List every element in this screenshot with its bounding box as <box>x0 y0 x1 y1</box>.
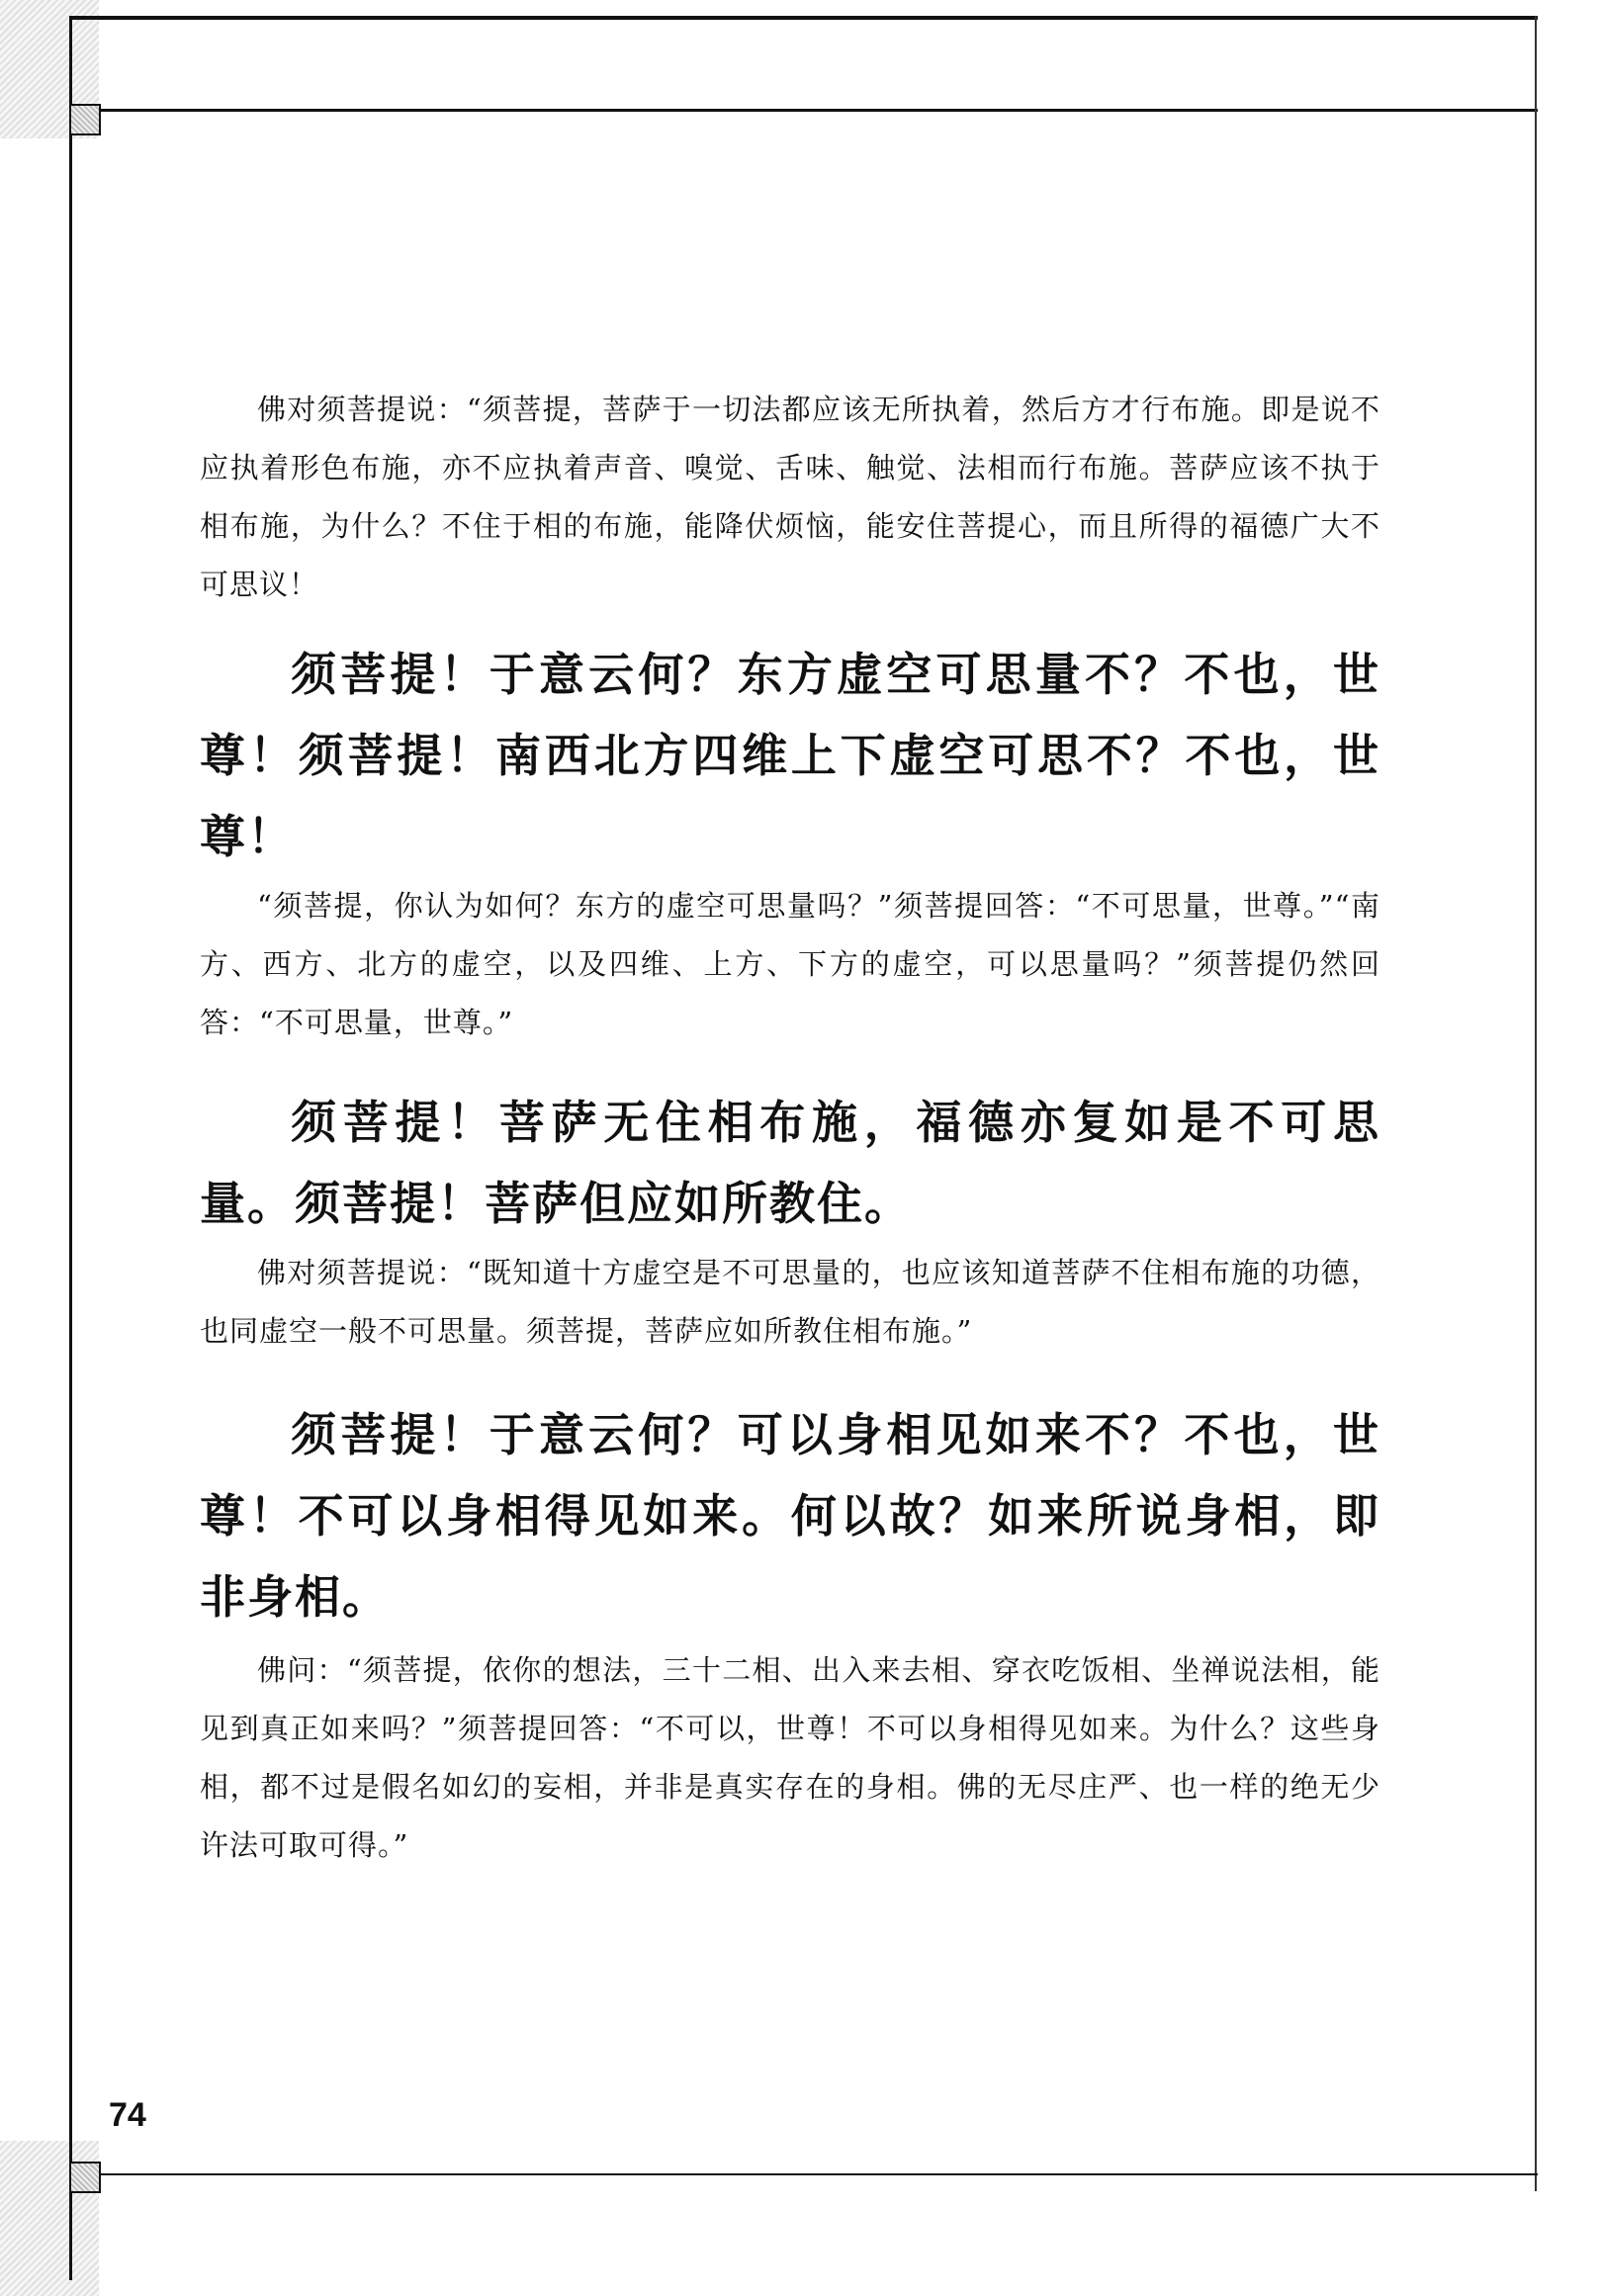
sutra-verse: 须菩提！于意云何？东方虚空可思量不？不也，世尊！须菩提！南西北方四维上下虚空可思不？不也，世尊！ <box>200 648 1380 863</box>
commentary-paragraph: 佛对须菩提说：“须菩提，菩萨于一切法都应该无所执着，然后方才行布施。即是说不应执着形色布施，亦不应执着声音、嗅觉、舌味、触觉、法相而行布施。菩萨应该不执于相布施，为什么？不住于相的布施，能降伏烦恼，能安住菩提心，而且所得的福德广大不可思议！ <box>200 393 1380 601</box>
frame-left-border <box>69 16 72 2280</box>
sutra-verse: 须菩提！菩萨无住相布施，福德亦复如是不可思量。须菩提！菩萨但应如所教住。 <box>200 1096 1380 1230</box>
commentary-paragraph: “须菩提，你认为如何？东方的虚空可思量吗？”须菩提回答：“不可思量，世尊。”“南方、西方、北方的虚空，以及四维、上方、下方的虚空，可以思量吗？”须菩提仍然回答：“不可思量，世尊。” <box>200 889 1380 1039</box>
corner-ornament-top-left <box>69 104 101 135</box>
frame-bottom-rule <box>69 2173 1538 2175</box>
page-body <box>200 381 1380 1875</box>
corner-ornament-bottom-left <box>69 2162 101 2193</box>
frame-right-border <box>1535 16 1537 2191</box>
sutra-verse: 须菩提！于意云何？可以身相见如来不？不也，世尊！不可以身相得见如来。何以故？如来所说身相，即非身相。 <box>200 1408 1380 1624</box>
commentary-paragraph: 佛对须菩提说：“既知道十方虚空是不可思量的，也应该知道菩萨不住相布施的功德，也同虚空一般不可思量。须菩提，菩萨应如所教住相布施。” <box>200 1256 1380 1348</box>
commentary-paragraph: 佛问：“须菩提，依你的想法，三十二相、出入来去相、穿衣吃饭相、坐禅说法相，能见到真正如来吗？”须菩提回答：“不可以，世尊！不可以身相得见如来。为什么？这些身相，都不过是假名如幻的妄相，并非是真实存在的身相。佛的无尽庄严、也一样的绝无少许法可取可得。” <box>200 1653 1380 1862</box>
page-number: 74 <box>109 2096 146 2134</box>
frame-header-rule <box>69 109 1538 112</box>
frame-top-border <box>69 16 1538 20</box>
